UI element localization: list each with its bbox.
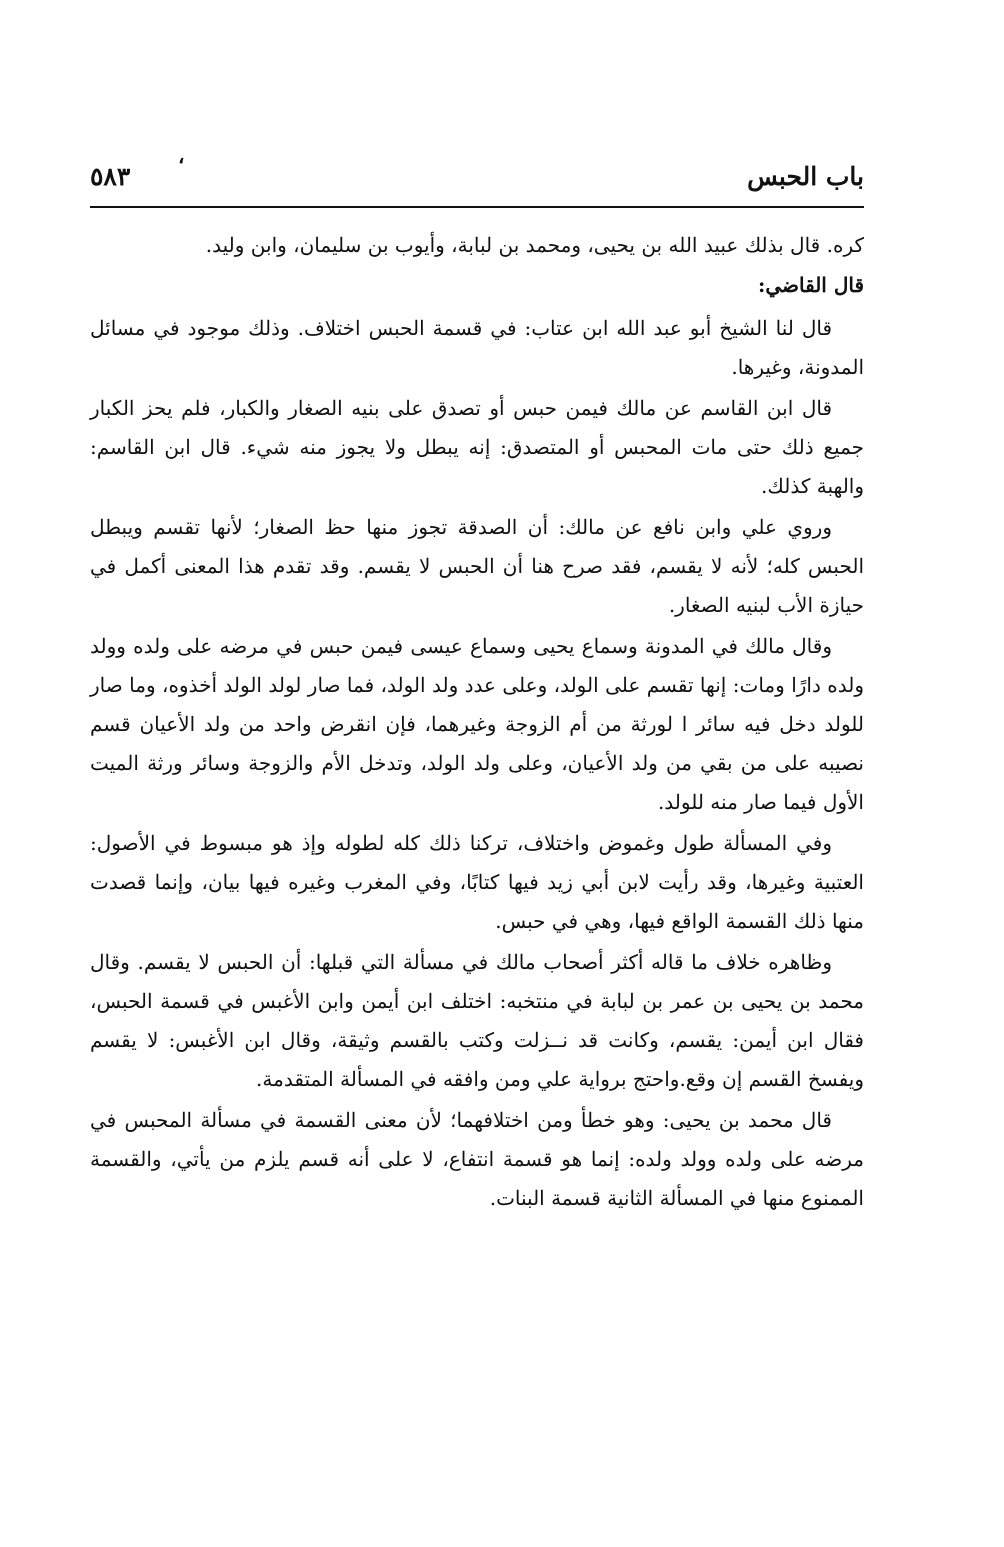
margin-mark: ، — [178, 144, 185, 168]
paragraph-8: قال محمد بن يحيى: وهو خطأ ومن اختلافهما؛ لأن معنى القسمة في مسألة المحبس في مرضه على ولده وولد ولده: إنما هو قسمة انتفاع، لا على أنه قسم يلزم من يأتي، والقسمة الممنوع منها في المسألة الثانية قسمة البنات. — [90, 1108, 864, 1210]
document-page — [90, 144, 865, 1220]
paragraph-1: كره. قال بذلك عبيد الله بن يحيى، ومحمد بن لبابة، وأيوب بن سليمان، وابن وليد. — [205, 233, 864, 257]
paragraph-2: قال لنا الشيخ أبو عبد الله ابن عتاب: في قسمة الحبس اختلاف. وذلك موجود في مسائل المدونة، وغيرها. — [90, 316, 864, 379]
body-text — [90, 226, 864, 1218]
paragraph-4: وروي علي وابن نافع عن مالك: أن الصدقة تجوز منها حظ الصغار؛ لأنها تقسم ويبطل الحبس كله؛ لأنه لا يقسم، فقد صرح هنا أن الحبس لا يقسم. وقد تقدم هذا المعنى أكمل في حيازة الأب لبنيه الصغار. — [90, 515, 865, 617]
paragraph-6: وفي المسألة طول وغموض واختلاف، تركنا ذلك كله لطوله وإذ هو مبسوط في الأصول: العتبية وغيرها، وقد رأيت لابن أبي زيد فيها كتابًا، وفي المغرب وغيره فيها بيان، وإنما قصدت منها ذلك القسمة الواقع فيها، وهي في حبس. — [90, 831, 864, 933]
page-number: ٥٨٣ — [90, 162, 131, 191]
section-heading: قال القاضي: — [757, 273, 864, 297]
paragraph-7: وظاهره خلاف ما قاله أكثر أصحاب مالك في مسألة التي قبلها: أن الحبس لا يقسم. وقال محمد بن يحيى بن عمر بن لبابة في منتخبه: اختلف ابن أيمن وابن الأغبس في قسمة الحبس، فقال ابن أيمن: يقسم، وكانت قد نــزلت وكتب بالقسم وثيقة، وقال ابن الأغبس: لا يقسم ويفسخ القسم إن وقع.واحتج برواية علي ومن وافقه في المسألة المتقدمة. — [90, 950, 864, 1091]
paragraph-5: وقال مالك في المدونة وسماع يحيى وسماع عيسى فيمن حبس في مرضه على ولده وولد ولده دارًا ومات: إنها تقسم على الولد، وعلى عدد ولد الولد، فما صار لولد الولد أخذوه، وما صار للولد دخل فيه سائر ا لورثة من أم الزوجة وغيرهما، فإن انقرض واحد من ولد الأعيان قسم نصيبه على من بقي من ولد الأعيان، وعلى ولد الولد، وتدخل الأم والزوجة وسائر ورثة الميت الأول فيما صار منه للولد. — [90, 634, 864, 814]
page-header — [90, 144, 864, 208]
paragraph-3: قال ابن القاسم عن مالك فيمن حبس أو تصدق على بنيه الصغار والكبار، فلم يحز الكبار جميع ذلك حتى مات المحبس أو المتصدق: إنه يبطل ولا يجوز منه شيء. قال ابن القاسم: والهبة كذلك. — [90, 396, 864, 498]
running-title: باب الحبس — [747, 162, 864, 191]
